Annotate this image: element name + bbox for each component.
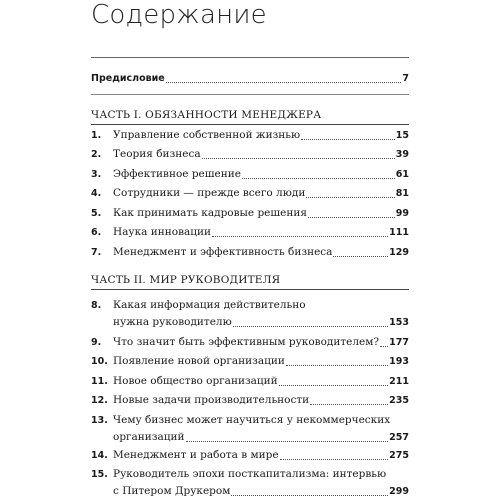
dot-leader xyxy=(242,178,395,179)
toc-entry-title: Предисловие xyxy=(91,73,165,84)
toc-entry-page: 299 xyxy=(389,486,409,497)
toc-entry-title: Теория бизнеса xyxy=(113,148,201,160)
toc-entry-title: Сотрудники — прежде всего люди xyxy=(113,187,306,199)
toc-entry[interactable] xyxy=(91,224,409,241)
toc-entry-title-cont: с Питером Друкером xyxy=(113,485,231,497)
dot-leader xyxy=(202,158,395,159)
page-title: Содержание xyxy=(91,0,267,30)
part-heading xyxy=(91,272,409,290)
dot-leader xyxy=(279,385,388,386)
toc-entry-page: 111 xyxy=(389,227,409,238)
dot-leader xyxy=(233,326,388,327)
toc-entry[interactable] xyxy=(91,127,409,144)
toc-entry-number: 11. xyxy=(91,376,108,387)
toc-entry-number: 14. xyxy=(91,450,108,461)
toc-entry-number: 5. xyxy=(91,208,102,219)
dot-leader xyxy=(306,197,394,198)
toc-entry-number: 8. xyxy=(91,300,102,311)
toc-entry[interactable] xyxy=(91,392,409,409)
toc-entry-page: 235 xyxy=(389,395,409,406)
toc-entry[interactable] xyxy=(91,353,409,370)
toc-entry-title: Наука инновации xyxy=(113,226,211,238)
top-divider xyxy=(91,57,409,58)
toc-entry-title: Менеджмент и эффективность бизнеса xyxy=(113,246,333,258)
toc-entry-number: 12. xyxy=(91,395,108,406)
toc-entry-page: 99 xyxy=(395,208,409,219)
toc-entry[interactable] xyxy=(91,146,409,163)
toc-entry-page: 153 xyxy=(389,317,409,328)
dot-leader xyxy=(286,365,388,366)
toc-entry-title: Как принимать кадровые решения xyxy=(113,207,307,219)
toc-entry-number: 7. xyxy=(91,247,102,258)
toc-entry-page: 211 xyxy=(389,376,409,387)
toc-entry-page: 129 xyxy=(389,247,409,258)
toc-entry-title: Новое общество организаций xyxy=(113,375,278,387)
dot-leader xyxy=(333,256,388,257)
toc-entry-page: 39 xyxy=(395,149,409,160)
toc-entry-page: 61 xyxy=(395,169,409,180)
dot-leader xyxy=(212,236,388,237)
toc-entry-number: 3. xyxy=(91,169,102,180)
toc-entry[interactable] xyxy=(91,334,409,351)
dot-leader xyxy=(310,404,388,405)
toc-entry-title: Появление новой организации xyxy=(113,355,285,367)
toc-entry-page: 275 xyxy=(389,450,409,461)
dot-leader xyxy=(231,495,388,496)
toc-entry-number: 6. xyxy=(91,227,102,238)
toc-entry-page: 81 xyxy=(395,188,409,199)
toc-entry-page: 177 xyxy=(389,337,409,348)
toc-entry-page: 7 xyxy=(402,73,409,84)
dot-leader xyxy=(308,217,395,218)
toc-entry-title: Менеджмент и работа в мире xyxy=(113,449,279,461)
toc-entry[interactable] xyxy=(91,373,409,390)
toc-entry[interactable] xyxy=(91,166,409,183)
toc-entry-number: 2. xyxy=(91,149,102,160)
toc-entry[interactable] xyxy=(91,447,409,464)
dot-leader xyxy=(380,346,388,347)
toc-entry-page: 257 xyxy=(389,432,409,443)
toc-entry-number: 13. xyxy=(91,415,108,426)
toc-entry-title: Чему бизнес может научиться у некоммерческих xyxy=(113,414,391,426)
part-title: ЧАСТЬ I. ОБЯЗАННОСТИ МЕНЕДЖЕРА xyxy=(91,109,322,121)
dot-leader xyxy=(301,139,395,140)
dot-leader xyxy=(186,441,389,442)
toc-entry-number: 1. xyxy=(91,130,102,141)
toc-entry[interactable] xyxy=(91,205,409,222)
part-title: ЧАСТЬ II. МИР РУКОВОДИТЕЛЯ xyxy=(91,274,281,286)
toc-entry-title: Что значит быть эффективным руководителем? xyxy=(113,336,380,348)
toc-entry-title: Эффективное решение xyxy=(113,168,241,180)
toc-entry-page: 193 xyxy=(389,356,409,367)
toc-entry[interactable] xyxy=(91,297,409,331)
dot-leader xyxy=(280,459,389,460)
toc-entry[interactable] xyxy=(91,466,409,500)
toc-entry-number: 15. xyxy=(91,469,108,480)
toc-entry-title: Новые задачи производительности xyxy=(113,394,310,406)
toc-entry-title-cont: нужна руководителю xyxy=(113,316,232,328)
toc-entry-number: 9. xyxy=(91,337,102,348)
toc-entry[interactable] xyxy=(91,185,409,202)
toc-entry-page: 15 xyxy=(395,130,409,141)
toc-entry[interactable] xyxy=(91,412,409,446)
toc-entry-title: Руководитель эпохи посткапитализма: интервью xyxy=(113,468,387,480)
toc-entry-title: Управление собственной жизнью xyxy=(113,129,301,141)
toc-entry-number: 10. xyxy=(91,356,108,367)
toc-entry-number: 4. xyxy=(91,188,102,199)
toc-entry-title: Какая информация действительно xyxy=(113,299,306,311)
toc-entry-preface[interactable] xyxy=(91,70,409,87)
part-heading xyxy=(91,107,409,125)
toc-entry-title-cont: организаций xyxy=(113,431,185,443)
toc-entry[interactable] xyxy=(91,244,409,261)
divider xyxy=(91,94,409,95)
dot-leader xyxy=(166,82,402,83)
